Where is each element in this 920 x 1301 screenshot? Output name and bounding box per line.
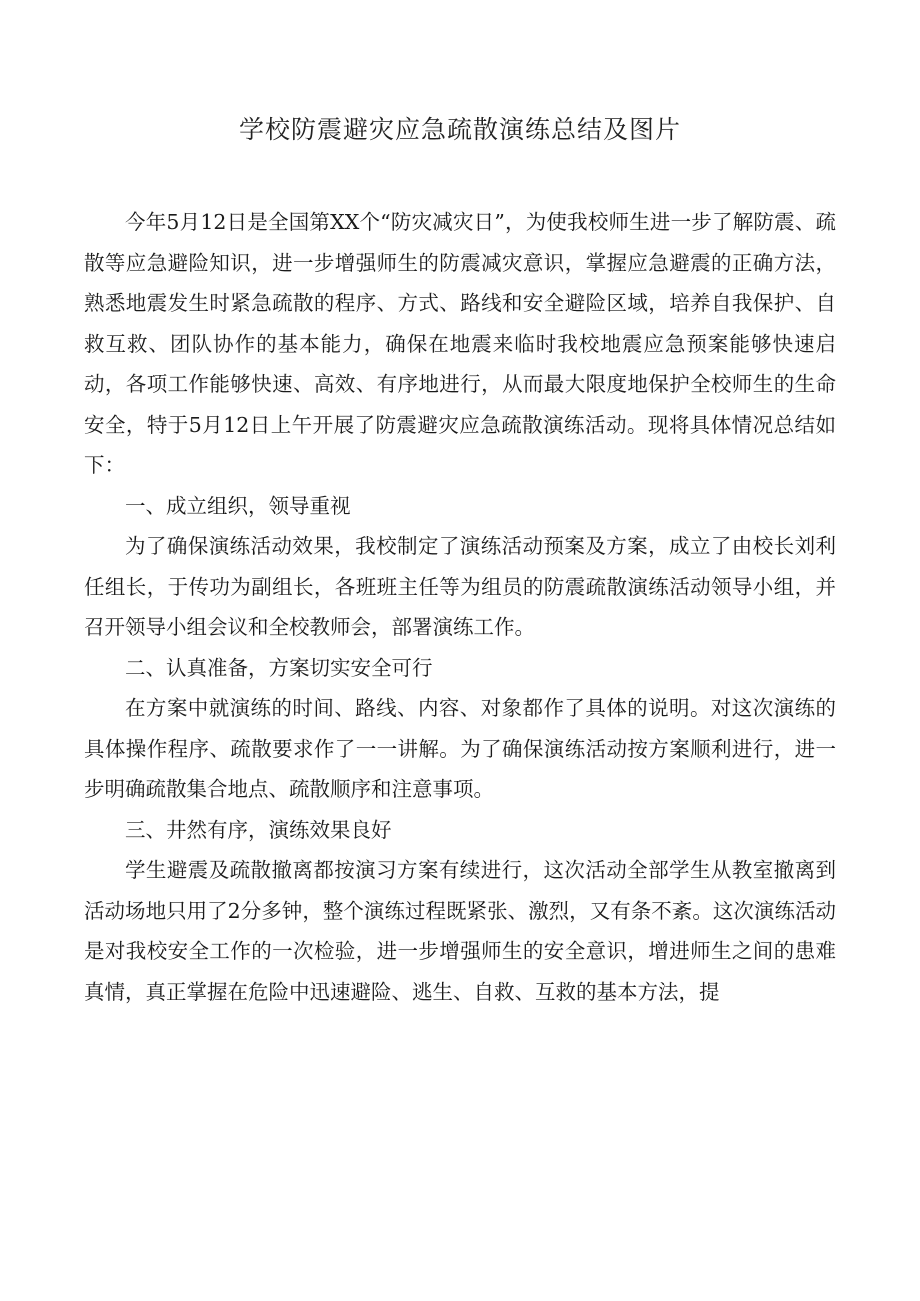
document-body: [84, 202, 836, 1012]
section-heading-2: 二、认真准备，方案切实安全可行: [125, 655, 433, 680]
section-1-paragraph: 为了确保演练活动效果，我校制定了演练活动预案及方案，成立了由校长刘利任组长，于传功为副组长，各班班主任等为组员的防震疏散演练活动领导小组，并召开领导小组会议和全校教师会，部署演练工作。: [84, 534, 836, 639]
section-heading-1: 一、成立组织，领导重视: [125, 493, 351, 518]
intro-paragraph: 今年5月12日是全国第XX个“防灾减灾日”，为使我校师生进一步了解防震、疏散等应急避险知识，进一步增强师生的防震减灾意识，掌握应急避震的正确方法，熟悉地震发生时紧急疏散的程序、方式、路线和安全避险区域，培养自我保护、自救互救、团队协作的基本能力，确保在地震来临时我校地震应急预案能够快速启动，各项工作能够快速、高效、有序地进行，从而最大限度地保护全校师生的生命安全，特于5月12日上午开展了防震避灾应急疏散演练活动。现将具体情况总结如下：: [84, 210, 836, 477]
section-2-paragraph: 在方案中就演练的时间、路线、内容、对象都作了具体的说明。对这次演练的具体操作程序、疏散要求作了一一讲解。为了确保演练活动按方案顺利进行，进一步明确疏散集合地点、疏散顺序和注意事项。: [84, 696, 836, 801]
section-heading-3: 三、井然有序，演练效果良好: [125, 817, 392, 842]
document-title: 学校防震避灾应急疏散演练总结及图片: [238, 115, 681, 144]
section-3-paragraph: 学生避震及疏散撤离都按演习方案有续进行，这次活动全部学生从教室撤离到活动场地只用了2分多钟，整个演练过程既紧张、激烈，又有条不紊。这次演练活动是对我校安全工作的一次检验，进一步增强师生的安全意识，增进师生之间的患难真情，真正掌握在危险中迅速避险、逃生、自救、互救的基本方法，提: [84, 858, 836, 1004]
